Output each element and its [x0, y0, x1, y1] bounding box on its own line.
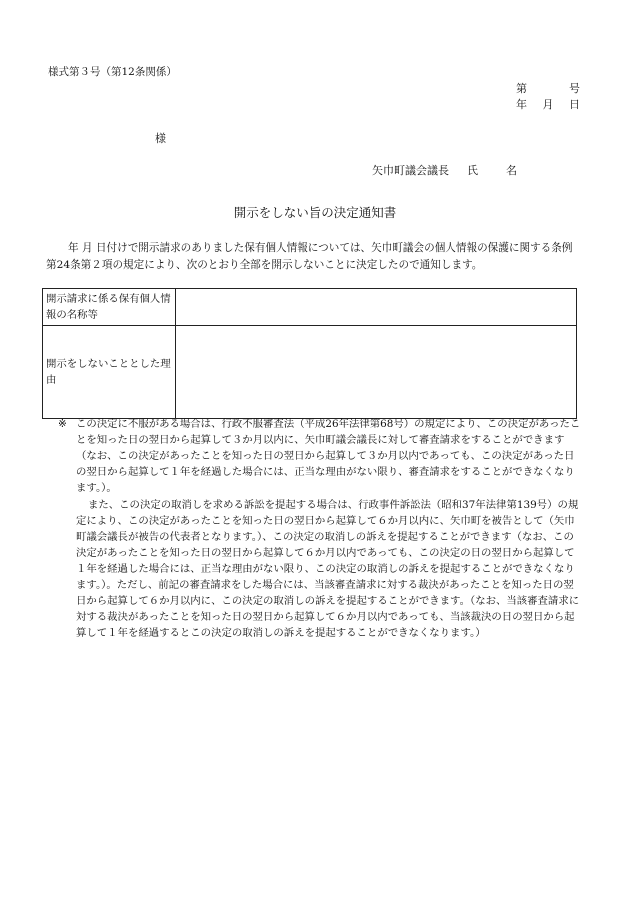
document-body: 年 月 日付けで開示請求のありました保有個人情報については、矢巾町議会の個人情報の保護に関する条例第24条第２項の規定により、次のとおり全部を開示しないことに決定したので通知します。: [46, 242, 573, 271]
row-value-reason: [176, 326, 577, 419]
document-number-suffix: 号: [569, 82, 580, 95]
document-number-prefix: 第: [516, 82, 527, 95]
document-number: [516, 80, 580, 96]
sender-name-label-1: 氏: [467, 164, 478, 177]
document-title: 開示をしない旨の決定通知書: [233, 205, 397, 220]
disclosure-table: [42, 288, 577, 419]
notes-section: [58, 416, 582, 641]
table-row: [43, 326, 577, 419]
addressee-honorific: 様: [155, 132, 166, 145]
note-paragraph-appeal-text: この決定に不服がある場合は、行政不服審査法（平成26年法律第68号）の規定により、この決定があったことを知った日の翌日から起算して３か月以内に、矢巾町議会議長に対して審査請求をすることができます（なお、この決定があったことを知った日の翌日から起算して３か月以内であっても、この決定があった日の翌日から起算して１年を経過した場合には、正当な理由がない限り、審査請求をすることができなくなります。）。: [76, 418, 581, 494]
date-day: 日: [569, 98, 580, 111]
note-paragraph-appeal: [58, 416, 582, 496]
table-row: [43, 289, 577, 326]
form-number: 様式第３号（第12条関係）: [48, 66, 177, 78]
sender-title: 矢巾町議会議長: [372, 164, 449, 177]
date-year: 年: [516, 98, 527, 111]
note-paragraph-lawsuit: また、この決定の取消しを求める訴訟を提起する場合は、行政事件訴訟法（昭和37年法律第139号）の規定により、この決定があったことを知った日の翌日から起算して６か月以内に、矢巾町を被告として（矢巾町議会議長が被告の代表者となります。）、この決定の取消しの訴えを提起することができます（なお、この決定があったことを知った日の翌日から起算して６か月以内であっても、この決定の日の翌日から起算して１年を経過した場合には、正当な理由がない限り、この決定の取消しの訴えを提起することができなくなります。）。ただし、前記の審査請求をした場合には、当該審査請求に対する裁決があったことを知った日の翌日から起算して６か月以内に、この決定の取消しの訴えを提起することができます。（なお、当該審査請求に対する裁決があったことを知った日の翌日から起算して６か月以内であっても、当該裁決の日の翌日から起算して１年を経過するとこの決定の取消しの訴えを提起することができなくなります。）: [76, 499, 580, 639]
sender-block: [372, 162, 517, 178]
date-month: 月: [542, 98, 554, 111]
row-label-information-name: 開示請求に係る保有個人情報の名称等: [43, 289, 176, 326]
row-label-reason: 開示をしないこととした理由: [43, 326, 176, 419]
note-mark: ※: [58, 418, 67, 430]
document-date: [516, 96, 580, 112]
row-value-information-name: [176, 289, 577, 326]
sender-name-label-2: 名: [506, 164, 517, 177]
